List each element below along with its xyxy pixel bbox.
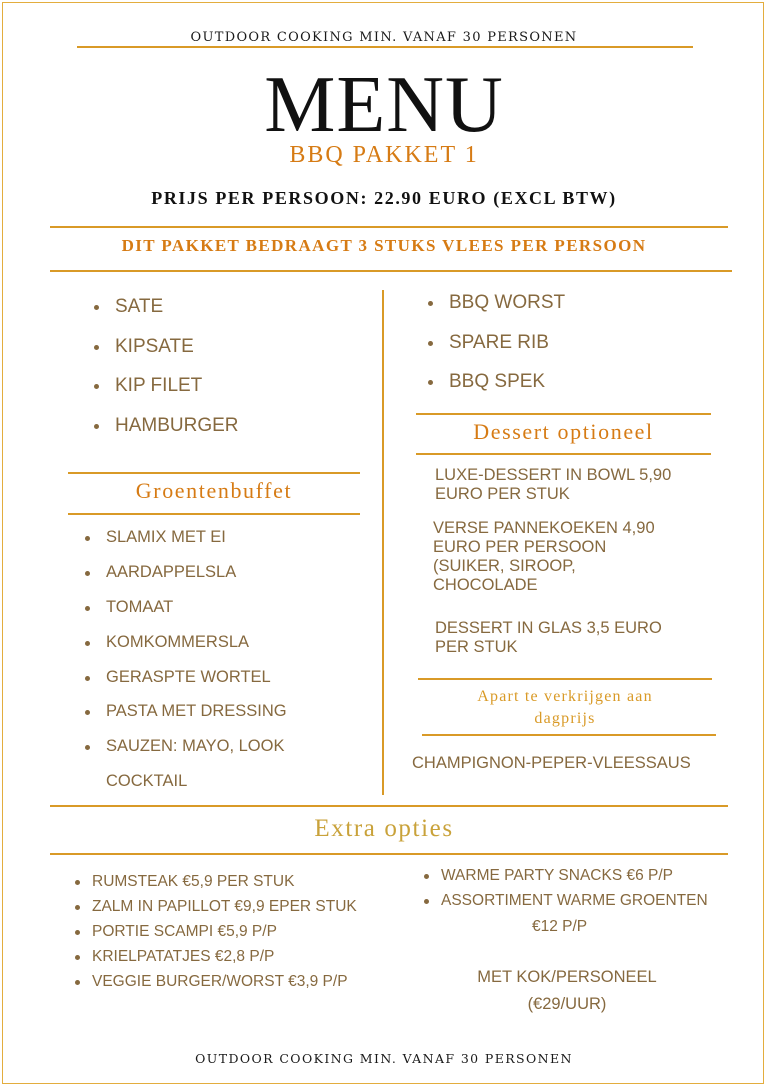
dessert-line: (SUIKER, SIROOP, xyxy=(433,557,576,575)
apart-item: CHAMPIGNON-PEPER-VLEESSAUS xyxy=(412,754,691,772)
list-item: RUMSTEAK €5,9 PER STUK xyxy=(74,873,357,898)
extra-right-price: €12 P/P xyxy=(532,918,588,935)
list-item: BBQ SPEK xyxy=(426,371,565,411)
groentenbuffet-continuation: COCKTAIL xyxy=(106,772,188,790)
dessert-line: EURO PER PERSOON xyxy=(433,538,607,556)
meat-list-left xyxy=(92,296,239,455)
extra-top-divider xyxy=(50,805,728,807)
apart-bottom-divider xyxy=(422,734,716,736)
staff-note xyxy=(420,964,714,1018)
groentenbuffet-top-divider xyxy=(68,472,360,474)
dessert-line: EURO PER STUK xyxy=(435,485,570,503)
groentenbuffet-list xyxy=(83,528,287,772)
dessert-item-pannekoeken xyxy=(433,519,655,595)
dessert-item-bowl xyxy=(435,466,671,504)
list-item: ASSORTIMENT WARME GROENTEN xyxy=(423,892,708,917)
list-item: SPARE RIB xyxy=(426,332,565,372)
list-item: SATE xyxy=(92,296,239,336)
column-divider xyxy=(382,290,384,795)
top-divider xyxy=(77,46,693,48)
list-item: AARDAPPELSLA xyxy=(83,563,287,598)
list-item: PASTA MET DRESSING xyxy=(83,702,287,737)
extra-list-left xyxy=(74,873,357,998)
dessert-line: DESSERT IN GLAS 3,5 EURO xyxy=(435,619,662,637)
dessert-item-glas xyxy=(435,619,662,657)
list-item: HAMBURGER xyxy=(92,415,239,455)
list-item: GERASPTE WORTEL xyxy=(83,668,287,703)
list-item: SAUZEN: MAYO, LOOK xyxy=(83,737,287,772)
list-item: WARME PARTY SNACKS €6 P/P xyxy=(423,867,708,892)
meat-banner: DIT PAKKET BEDRAAGT 3 STUKS VLEES PER PERSOON xyxy=(121,236,647,255)
list-item: KIPSATE xyxy=(92,336,239,376)
extra-list-right xyxy=(423,867,708,917)
package-subtitle: BBQ PAKKET 1 xyxy=(289,142,479,168)
apart-title-line: Apart te verkrijgen aan xyxy=(477,688,653,705)
banner-bottom-divider xyxy=(50,270,732,272)
staff-line: MET KOK/PERSONEEL xyxy=(477,968,657,986)
dessert-top-divider xyxy=(416,413,711,415)
meat-list-right xyxy=(426,292,565,411)
dessert-title: Dessert optioneel xyxy=(473,419,654,444)
extra-title: Extra opties xyxy=(314,815,454,842)
dessert-line: LUXE-DESSERT IN BOWL 5,90 xyxy=(435,466,672,484)
extra-bottom-divider xyxy=(50,853,728,855)
groentenbuffet-title: Groentenbuffet xyxy=(135,478,293,503)
apart-title xyxy=(418,686,712,730)
list-item: KIP FILET xyxy=(92,375,239,415)
apart-title-line: dagprijs xyxy=(534,710,596,727)
dessert-line: PER STUK xyxy=(435,638,518,656)
list-item: TOMAAT xyxy=(83,598,287,633)
list-item: KRIELPATATJES €2,8 P/P xyxy=(74,948,357,973)
groentenbuffet-bottom-divider xyxy=(68,513,360,515)
bottom-note: OUTDOOR COOKING MIN. VANAF 30 PERSONEN xyxy=(195,1051,573,1066)
price-line: PRIJS PER PERSOON: 22.90 EURO (EXCL BTW) xyxy=(151,188,617,208)
staff-line: (€29/UUR) xyxy=(527,995,607,1013)
banner-top-divider xyxy=(50,226,728,228)
dessert-line: VERSE PANNEKOEKEN 4,90 xyxy=(433,519,655,537)
apart-top-divider xyxy=(418,678,712,680)
dessert-line: CHOCOLADE xyxy=(433,576,538,594)
list-item: VEGGIE BURGER/WORST €3,9 P/P xyxy=(74,973,357,998)
list-item: SLAMIX MET EI xyxy=(83,528,287,563)
list-item: BBQ WORST xyxy=(426,292,565,332)
list-item: ZALM IN PAPILLOT €9,9 EPER STUK xyxy=(74,898,357,923)
list-item: KOMKOMMERSLA xyxy=(83,633,287,668)
menu-title: MENU xyxy=(264,61,504,149)
list-item: PORTIE SCAMPI €5,9 P/P xyxy=(74,923,357,948)
dessert-bottom-divider xyxy=(416,453,711,455)
top-note: OUTDOOR COOKING MIN. VANAF 30 PERSONEN xyxy=(190,30,578,45)
